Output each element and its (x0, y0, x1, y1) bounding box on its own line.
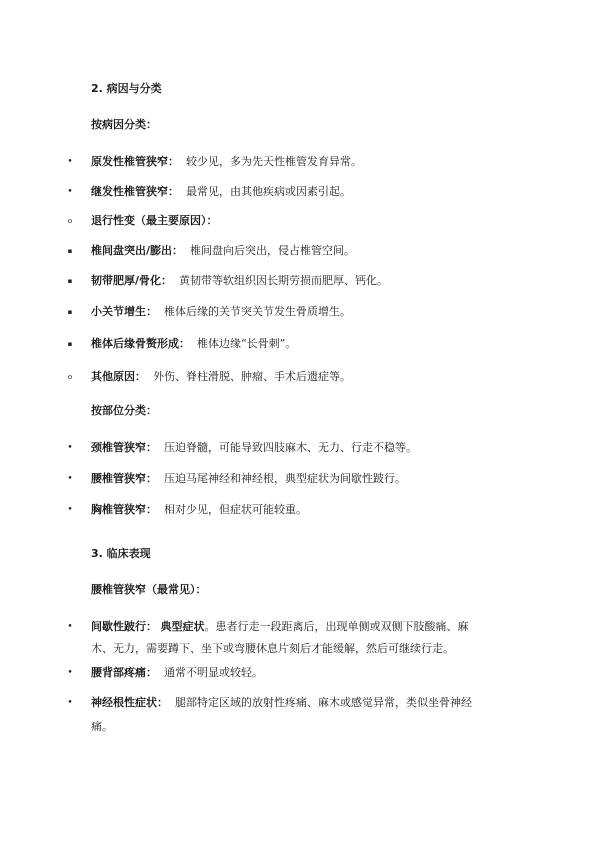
item-term: 退行性变（最主要原因）： (91, 214, 218, 227)
bullet-disc-icon: • (67, 187, 73, 197)
item-desc: 较少见，多为先天性椎管发育异常。 (186, 155, 362, 168)
list-item (0, 333, 595, 355)
item-term: 颈椎管狭窄： (91, 441, 157, 454)
item-desc-continued: 痛。 (91, 720, 113, 733)
item-term: 胸椎管狭窄： (91, 503, 157, 516)
bullet-disc-icon: • (67, 474, 73, 484)
item-desc: 外伤、脊柱滑脱、肿瘤、手术后遗症等。 (153, 370, 351, 383)
bullet-disc-icon: • (67, 443, 73, 453)
list-item (0, 181, 595, 203)
bullet-square-icon: ▪ (67, 277, 73, 285)
list-item (0, 270, 595, 292)
section-heading-causes: 2. 病因与分类 (91, 82, 162, 95)
bullet-disc-icon: • (67, 157, 73, 167)
item-term: 间歇性跛行： (91, 620, 157, 633)
list-item (0, 499, 595, 521)
item-desc: 相对少见，但症状可能较重。 (164, 503, 307, 516)
item-desc: 压迫马尾神经和神经根，典型症状为间歇性跛行。 (164, 472, 406, 485)
list-item (0, 151, 595, 173)
list-item (0, 366, 595, 388)
item-desc: 椎体后缘的关节突关节发生骨质增生。 (164, 305, 351, 318)
item-emphasis: 典型症状 (160, 620, 205, 633)
item-term: 原发性椎管狭窄： (91, 155, 179, 168)
list-item (0, 662, 595, 684)
list-item (0, 616, 595, 638)
subheading-lumbar: 腰椎管狭窄（最常见）： (91, 583, 207, 596)
item-desc-continued: 木、无力，需要蹲下、坐下或弯腰休息片刻后才能缓解，然后可继续行走。 (91, 642, 454, 655)
list-item-continuation (0, 716, 595, 738)
item-desc: 椎体边缘“长骨刺”。 (197, 337, 297, 350)
item-desc: 腿部特定区域的放射性疼痛、麻木或感觉异常，类似坐骨神经 (175, 696, 472, 709)
list-item (0, 301, 595, 323)
list-item (0, 210, 595, 232)
bullet-square-icon: ▪ (67, 247, 73, 255)
item-desc: 椎间盘向后突出，侵占椎管空间。 (190, 244, 356, 257)
item-term: 椎体后缘骨赘形成： (91, 337, 190, 350)
bullet-circle-icon: o (67, 373, 73, 381)
item-term: 继发性椎管狭窄： (91, 185, 179, 198)
item-desc: 通常不明显或较轻。 (164, 666, 263, 679)
item-desc: 压迫脊髓，可能导致四肢麻木、无力、行走不稳等。 (164, 441, 417, 454)
bullet-disc-icon: • (67, 622, 73, 632)
list-item (0, 437, 595, 459)
item-term: 韧带肥厚/骨化： (91, 274, 173, 287)
item-term: 腰背部疼痛： (91, 666, 157, 679)
bullet-disc-icon: • (67, 505, 73, 515)
bullet-disc-icon: • (67, 698, 73, 708)
bullet-square-icon: ▪ (67, 340, 73, 348)
bullet-circle-icon: o (67, 217, 73, 225)
item-term: 椎间盘突出/膨出： (91, 244, 184, 257)
bullet-square-icon: ▪ (67, 308, 73, 316)
item-term: 腰椎管狭窄： (91, 472, 157, 485)
list-item-continuation (0, 638, 595, 660)
item-desc: 最常见，由其他疾病或因素引起。 (186, 185, 351, 198)
subheading-by-cause: 按病因分类： (91, 118, 157, 131)
list-item (0, 468, 595, 490)
item-desc: 。患者行走一段距离后，出现单侧或双侧下肢酸痛、麻 (204, 620, 469, 633)
item-term: 其他原因： (91, 370, 146, 383)
bullet-disc-icon: • (67, 668, 73, 678)
subheading-by-location: 按部位分类： (91, 404, 157, 417)
list-item (0, 240, 595, 262)
list-item (0, 692, 595, 714)
item-term: 神经根性症状： (91, 696, 168, 709)
item-desc: 黄韧带等软组织因长期劳损而肥厚、钙化。 (179, 274, 389, 287)
item-term: 小关节增生： (91, 305, 157, 318)
section-heading-clinical: 3. 临床表现 (91, 547, 151, 560)
